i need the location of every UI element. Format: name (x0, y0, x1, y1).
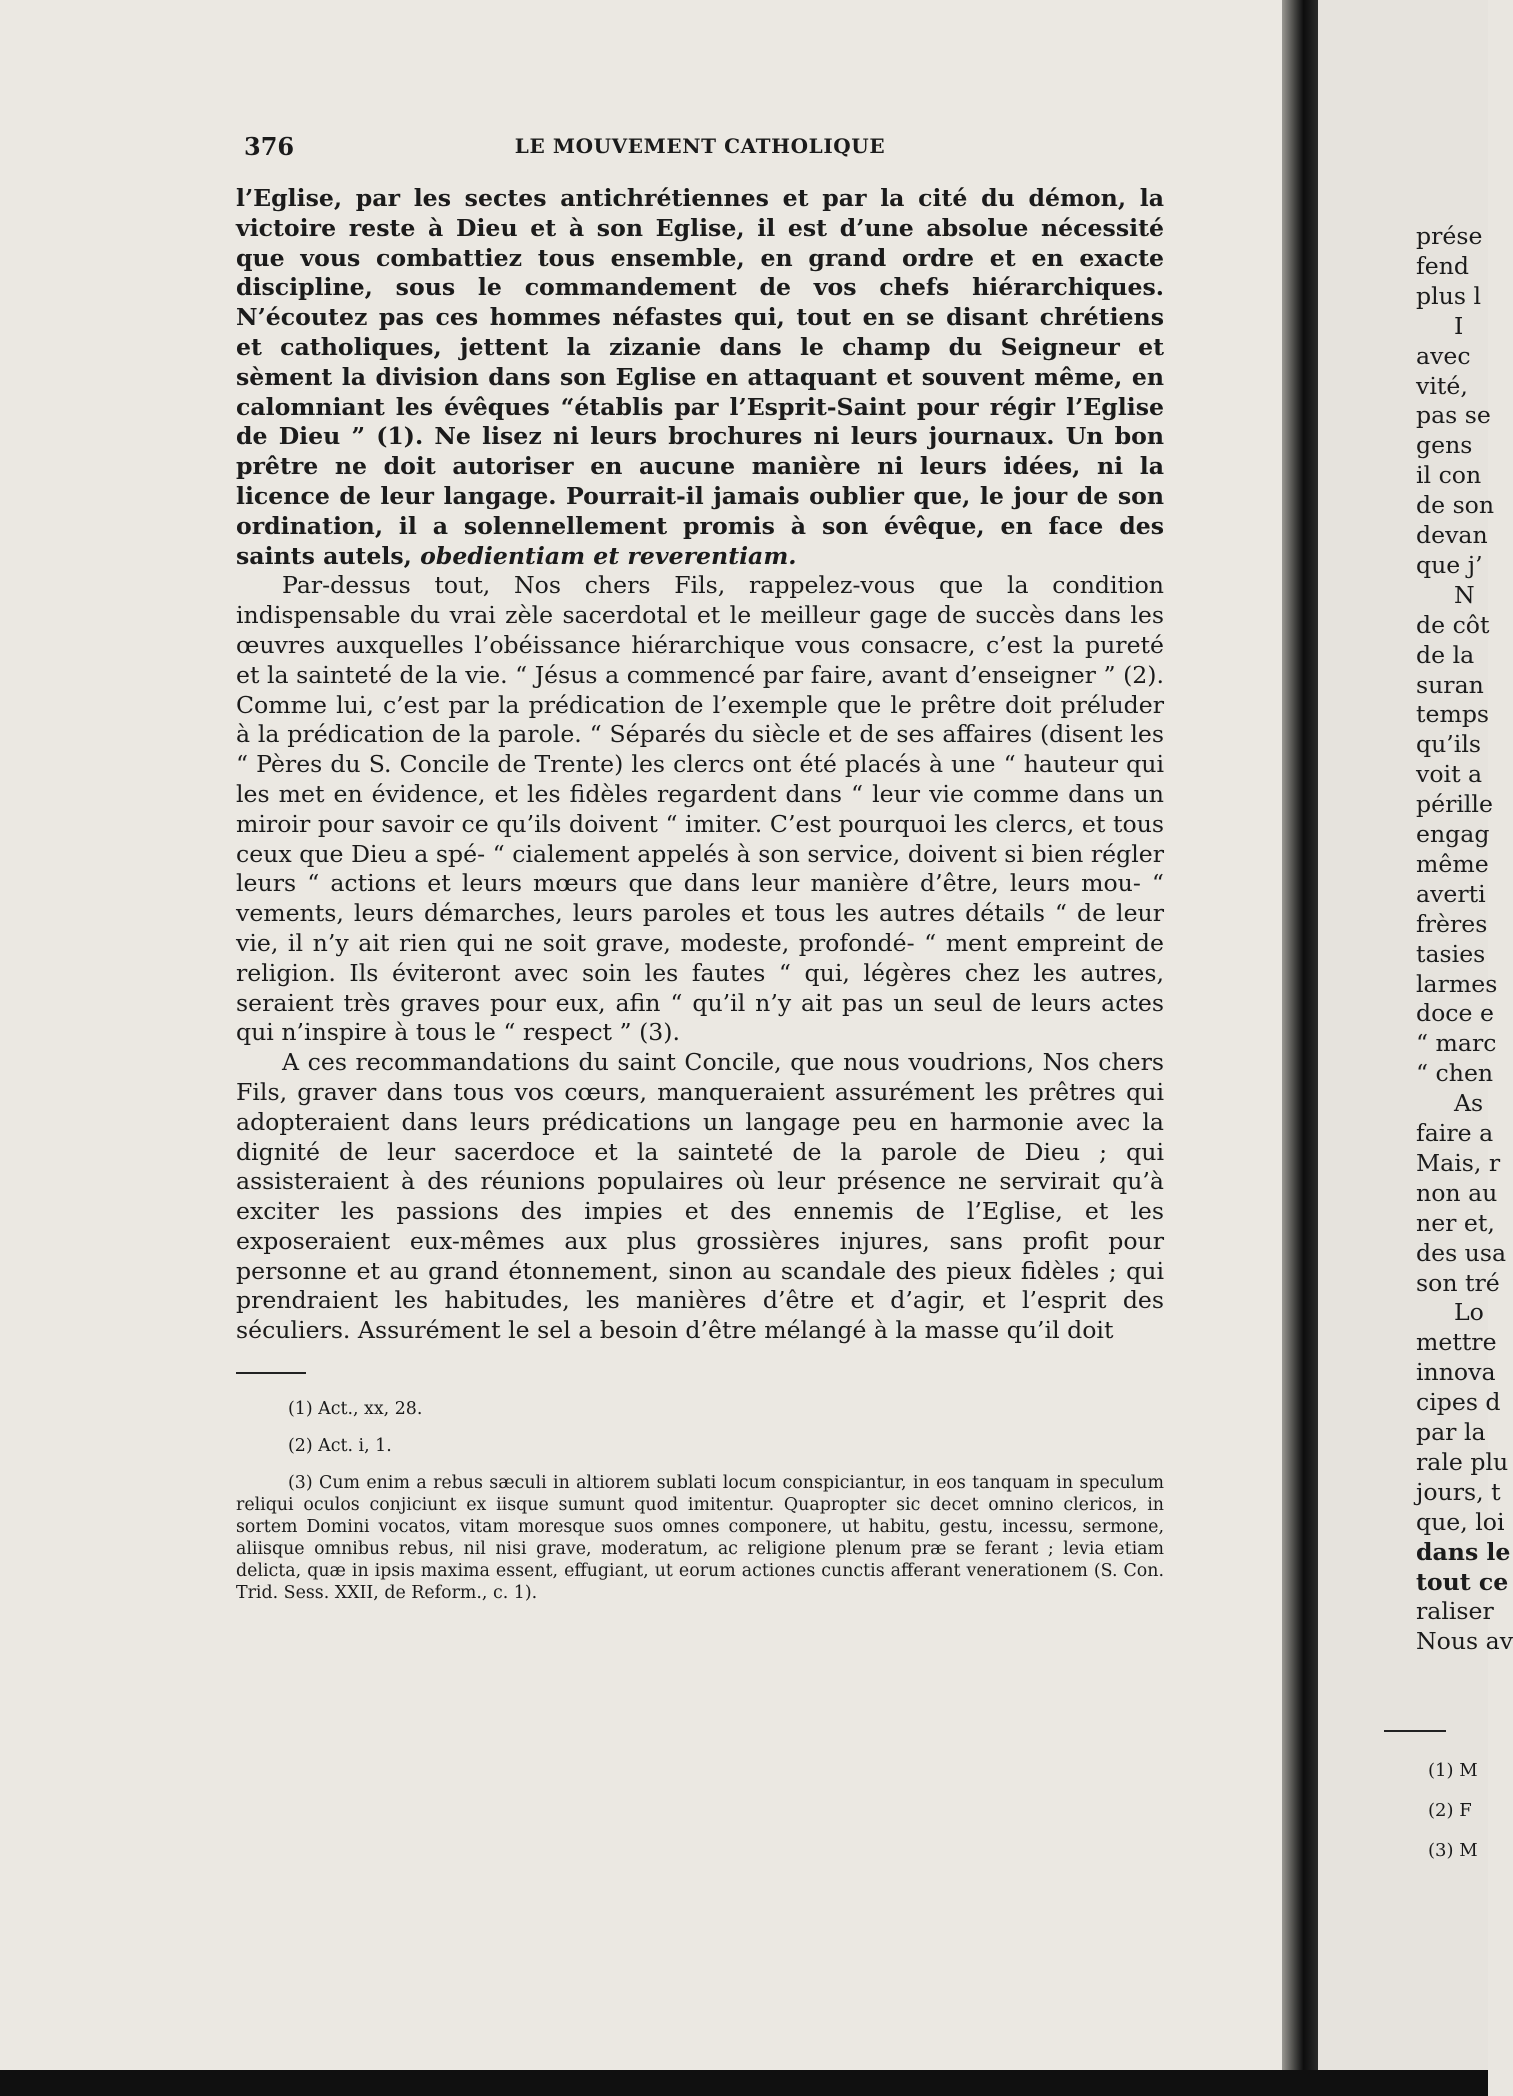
facing-page-line: devan (1416, 521, 1488, 549)
facing-page-footnote: (1) M (1428, 1760, 1478, 1781)
facing-page-line: suran (1416, 670, 1484, 699)
facing-page-line: avec (1416, 341, 1471, 370)
facing-page-line: de la (1416, 640, 1475, 669)
facing-page-line: jours, t (1416, 1477, 1501, 1506)
facing-page-line: Mais, r (1416, 1148, 1501, 1177)
facing-page-line: larmes (1416, 969, 1498, 998)
facing-page-line: même (1416, 849, 1489, 878)
book-gutter (1282, 0, 1318, 2096)
facing-page-line: Lo (1454, 1298, 1484, 1327)
facing-page-line: vité, (1416, 371, 1468, 400)
facing-page-line: dans le (1416, 1537, 1511, 1566)
paragraph (236, 571, 1164, 1048)
facing-page-line: doce e (1416, 999, 1494, 1028)
facing-page-line: prése (1416, 222, 1483, 250)
facing-page-line: N (1454, 580, 1475, 609)
facing-page-line: il con (1416, 461, 1482, 490)
facing-page-line: qu’ils (1416, 730, 1481, 759)
facing-page-line: mettre (1416, 1328, 1497, 1357)
facing-page-line: gens (1416, 431, 1473, 460)
running-head (236, 130, 1164, 164)
facing-page-line: non au (1416, 1178, 1498, 1207)
paragraph-text: l’Eglise, par les sectes antichrétiennes et par la cité du démon, la victoire reste à Dieu et à son Eglise, il est d’une absolue nécessité que vous combattiez tous ensemble, en grand ordre et en exacte discipline, sous le commandement de vos chefs hiérarchiques. N’écoutez pas ces hommes néfastes qui, tout en se disant chrétiens et catholiques, jettent la zizanie dans le champ du Seigneur et sèment la division dans son Eglise en attaquant et souvent même, en calomniant les évêques “établis par l’Esprit-Saint pour régir l’Eglise de Dieu ” (1). Ne lisez ni leurs brochures ni leurs journaux. Un bon prêtre ne doit autoriser en aucune manière ni leurs idées, ni la licence de leur langage. Pourrait-il jamais oublier que, le jour de son ordination, il a solennellement promis à son évêque, en face des saints autels, (236, 184, 1164, 570)
facing-page-line: plus l (1416, 281, 1481, 310)
paragraph (236, 184, 1164, 571)
footnote-1: (1) Act., xx, 28. (288, 1399, 423, 1420)
footnote-rule (236, 1372, 306, 1374)
facing-page-footnote: (2) F (1428, 1800, 1472, 1821)
facing-page-line: pas se (1416, 401, 1491, 430)
facing-page-line: temps (1416, 700, 1490, 729)
facing-page-footnote: (3) M (1428, 1840, 1478, 1861)
facing-page-line: de son (1416, 491, 1495, 520)
paragraph-text: Par-dessus tout, Nos chers Fils, rappelez-vous que la condition indispensable du vrai zèle sacerdotal et le meilleur gage de succès dans les œuvres auxquelles l’obéissance hiérarchique vous consacre, c’est la pureté et la sainteté de la vie. “ Jésus a commencé par faire, avant d’enseigner ” (2). Comme lui, c’est par la prédication de l’exemple que le prêtre doit préluder à la prédication de la parole. “ Séparés du siècle et de ses affaires (disent les “ Pères du S. Concile de Trente) les clercs ont été placés à une “ hauteur qui les met en évidence, et les fidèles regardent dans “ leur vie comme dans un miroir pour savoir ce qu’ils doivent “ imiter. C’est pourquoi les clercs, et tous ceux que Dieu a spé- “ cialement appelés à son service, doivent si bien régler leurs “ actions et leurs mœurs que dans leur manière d’être, leurs mou- “ vements, leurs démarches, leurs paroles et tous les autres détails “ de leur vie, il n’y ait rien qui ne soit grave, modeste, profondé- “ ment empreint de religion. Ils éviteront avec soin les fautes “ qui, légères chez les autres, seraient très graves pour eux, afin “ qu’il n’y ait pas un seul de leurs actes qui n’inspire à tous le “ respect ” (3). (236, 571, 1164, 1047)
running-title: LE MOUVEMENT CATHOLIQUE (514, 134, 886, 158)
facing-page-line: tasies (1416, 939, 1486, 968)
facing-page-line: que, loi (1416, 1507, 1505, 1536)
facing-page-line: engag (1416, 820, 1490, 848)
body-text (236, 184, 1164, 1346)
facing-page-line: As (1454, 1089, 1484, 1118)
facing-page-line: cipes d (1416, 1388, 1501, 1417)
facing-page-line: frères (1416, 909, 1488, 938)
facing-page-line: rale plu (1416, 1447, 1509, 1476)
facing-page-line: de côt (1416, 610, 1490, 639)
facing-page-line: “ marc (1416, 1029, 1497, 1058)
facing-page-line: “ chen (1416, 1059, 1494, 1088)
footnotes (236, 1398, 1164, 1604)
facing-page-line: pérille (1416, 790, 1493, 819)
facing-page-line: averti (1416, 879, 1486, 908)
facing-page-footnote-rule (1384, 1730, 1446, 1732)
facing-page-line: ner et, (1416, 1208, 1495, 1237)
footnote-3: (3) Cum enim a rebus sæculi in altiorem sublati locum conspiciantur, in eos tanquam in speculum reliqui oculos conjiciunt ex iisque sumunt quod imitentur. Quapropter sic decet omnino clericos, in sortem Domini vocatos, vitam moresque suos omnes componere, ut habitu, gestu, incessu, sermone, aliisque omnibus rebus, nil nisi grave, moderatum, ac religione plenum præ se ferant ; levia etiam delicta, quæ in ipsis maxima essent, effugiant, ut eorum actiones cunctis afferant venerationem (S. Con. Trid. Sess. XXII, de Reform., c. 1). (236, 1473, 1164, 1604)
page-number: 376 (244, 132, 295, 161)
facing-page-line: faire a (1416, 1119, 1494, 1147)
facing-page-line: innova (1416, 1358, 1496, 1387)
scan-bottom-edge (0, 2070, 1488, 2096)
paragraph (236, 1048, 1164, 1346)
facing-page-line: I (1454, 311, 1464, 340)
facing-page-line: Nous av (1416, 1627, 1513, 1656)
footnote-2: (2) Act. i, 1. (288, 1436, 392, 1457)
facing-page-line: fend (1416, 251, 1469, 280)
facing-page-line: raliser (1416, 1597, 1494, 1626)
facing-page-line: que j’ (1416, 550, 1483, 579)
facing-page-line: voit a (1416, 760, 1483, 789)
facing-page-line: par la (1416, 1418, 1486, 1446)
facing-page-line: son tré (1416, 1268, 1500, 1297)
latin-phrase: obedientiam et reverentiam. (420, 541, 797, 570)
facing-page-line: tout ce (1416, 1567, 1509, 1596)
paragraph-text: A ces recommandations du saint Concile, que nous voudrions, Nos chers Fils, graver dans tous vos cœurs, manqueraient assurément les prêtres qui adopteraient dans leurs prédications un langage peu en harmonie avec la dignité de leur sacerdoce et la sainteté de la parole de Dieu ; qui assisteraient à des réunions populaires où leur présence ne servirait qu’à exciter les passions des impies et des ennemis de l’Eglise, et les exposeraient eux-mêmes aux plus grossières injures, sans profit pour personne et au grand étonnement, sinon au scandale des pieux fidèles ; qui prendraient les habitudes, les manières d’être et d’agir, et l’esprit des séculiers. Assurément le sel a besoin d’être mélangé à la masse qu’il doit (236, 1048, 1164, 1345)
facing-page-line: des usa (1416, 1238, 1507, 1267)
left-page (236, 130, 1164, 1619)
